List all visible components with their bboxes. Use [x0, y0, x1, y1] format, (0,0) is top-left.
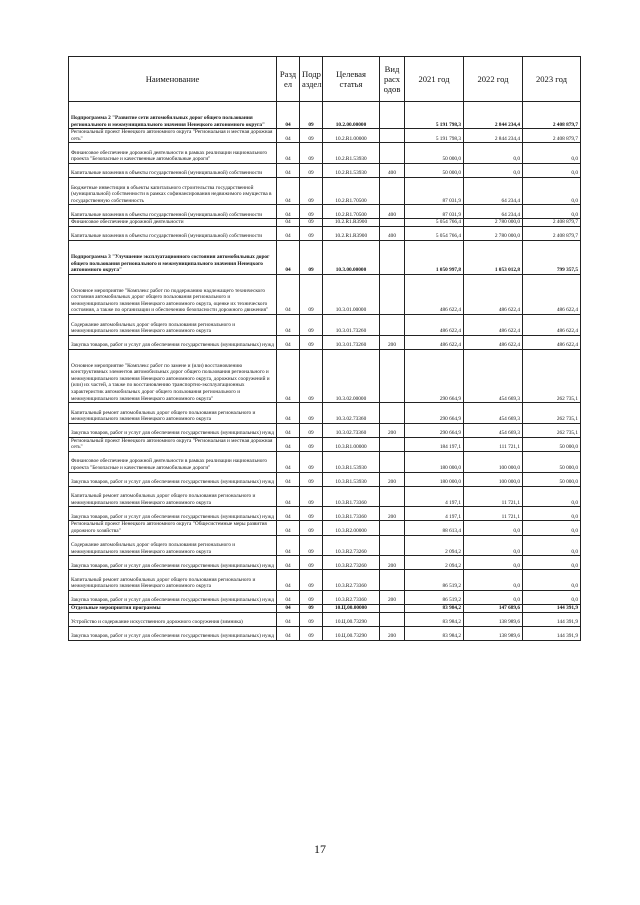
table-header-row	[69, 57, 581, 102]
row-podrazdel: 09	[300, 240, 323, 274]
table-row	[69, 205, 581, 219]
row-2022: 0,0	[464, 590, 523, 604]
row-csr: 10.3.01.73260	[323, 314, 380, 335]
header-2021: 2021 год	[405, 57, 464, 102]
row-2022: 11 721,1	[464, 507, 523, 521]
row-name: Подпрограмма 3 "Улучшение эксплуатационного состояния автомобильных дорог общего пользования регионального и межмуниципального значения Ненецкого автономного округа"	[69, 240, 277, 274]
row-name: Закупка товаров, работ и услуг для обеспечения государственных (муниципальных) нужд	[69, 335, 277, 349]
row-vr	[380, 349, 405, 402]
row-csr: 10.3.R2.73260	[323, 556, 380, 570]
row-vr: 400	[380, 226, 405, 240]
row-podrazdel: 09	[300, 178, 323, 205]
row-podrazdel: 09	[300, 205, 323, 219]
row-csr: 10.2.R1.00000	[323, 129, 380, 143]
row-csr: 10.2.R1.53930	[323, 143, 380, 164]
row-vr: 200	[380, 335, 405, 349]
row-razdel: 04	[277, 486, 300, 507]
row-csr: 10.3.02.00000	[323, 349, 380, 402]
row-podrazdel: 09	[300, 335, 323, 349]
row-2023: 0,0	[523, 178, 581, 205]
row-2022: 0,0	[464, 535, 523, 556]
row-2021: 87 031,9	[405, 205, 464, 219]
row-razdel: 04	[277, 626, 300, 640]
row-2023: 0,0	[523, 143, 581, 164]
row-vr	[380, 178, 405, 205]
row-razdel: 04	[277, 612, 300, 626]
row-2021: 86 519,2	[405, 590, 464, 604]
row-razdel: 04	[277, 437, 300, 451]
row-name: Региональный проект Ненецкого автономного округа "Общесистемные меры развития дорожного хозяйства"	[69, 521, 277, 535]
row-csr: 10.2.R1.70500	[323, 205, 380, 219]
row-vr	[380, 274, 405, 314]
table-row	[69, 437, 581, 451]
row-2023: 262 735,1	[523, 403, 581, 424]
row-vr	[380, 403, 405, 424]
row-2022: 0,0	[464, 143, 523, 164]
row-2023: 262 735,1	[523, 423, 581, 437]
header-vr: Вид расх одов	[380, 57, 405, 102]
table-body	[69, 102, 581, 641]
row-name: Закупка товаров, работ и услуг для обеспечения государственных (муниципальных) нужд	[69, 556, 277, 570]
row-2022: 454 669,3	[464, 349, 523, 402]
row-2022: 0,0	[464, 570, 523, 591]
row-2021: 5 054 766,4	[405, 226, 464, 240]
row-2022: 138 989,6	[464, 612, 523, 626]
header-razdel: Разд ел	[277, 57, 300, 102]
table-row	[69, 486, 581, 507]
table-row	[69, 163, 581, 177]
table-row	[69, 274, 581, 314]
row-podrazdel: 09	[300, 556, 323, 570]
row-razdel: 04	[277, 129, 300, 143]
row-csr: 10.3.R1.53930	[323, 472, 380, 486]
row-2023: 0,0	[523, 535, 581, 556]
row-podrazdel: 09	[300, 403, 323, 424]
row-2023: 2 408 879,7	[523, 102, 581, 129]
row-podrazdel: 09	[300, 590, 323, 604]
row-2023: 486 622,4	[523, 314, 581, 335]
row-2021: 4 197,1	[405, 486, 464, 507]
budget-table	[68, 56, 581, 641]
budget-table-page	[68, 56, 580, 641]
header-2023: 2023 год	[523, 57, 581, 102]
row-razdel: 04	[277, 556, 300, 570]
row-vr	[380, 604, 405, 612]
row-csr: 10.3.R2.73260	[323, 535, 380, 556]
row-csr: 10.3.01.73260	[323, 335, 380, 349]
row-csr: 10.2.R1.70500	[323, 178, 380, 205]
row-2021: 88 613,4	[405, 521, 464, 535]
row-podrazdel: 09	[300, 604, 323, 612]
row-csr: 10.3.01.00000	[323, 274, 380, 314]
table-row	[69, 102, 581, 129]
row-2021: 180 000,0	[405, 451, 464, 472]
row-razdel: 04	[277, 240, 300, 274]
row-2023: 2 408 879,7	[523, 219, 581, 227]
row-2023: 2 408 879,7	[523, 226, 581, 240]
row-2022: 11 721,1	[464, 486, 523, 507]
row-razdel: 04	[277, 535, 300, 556]
table-row	[69, 604, 581, 612]
row-podrazdel: 09	[300, 521, 323, 535]
row-2022: 454 669,3	[464, 403, 523, 424]
row-csr: 10.Ц.00.73290	[323, 612, 380, 626]
row-2023: 50 000,0	[523, 472, 581, 486]
row-2022: 0,0	[464, 163, 523, 177]
row-csr: 10.Ц.00.73290	[323, 626, 380, 640]
row-podrazdel: 09	[300, 570, 323, 591]
row-vr	[380, 451, 405, 472]
row-2023: 144 391,9	[523, 626, 581, 640]
row-name: Закупка товаров, работ и услуг для обеспечения государственных (муниципальных) нужд	[69, 626, 277, 640]
row-podrazdel: 09	[300, 437, 323, 451]
table-row	[69, 335, 581, 349]
row-name: Содержание автомобильных дорог общего пользования регионального и межмуниципального значения Ненецкого автономного округа	[69, 314, 277, 335]
row-razdel: 04	[277, 423, 300, 437]
row-vr	[380, 240, 405, 274]
row-2023: 0,0	[523, 205, 581, 219]
row-podrazdel: 09	[300, 535, 323, 556]
row-csr: 10.3.02.73360	[323, 403, 380, 424]
row-name: Капитальные вложения в объекты государственной (муниципальной) собственности	[69, 163, 277, 177]
row-2021: 50 000,0	[405, 143, 464, 164]
row-razdel: 04	[277, 349, 300, 402]
row-vr	[380, 486, 405, 507]
row-2023: 50 000,0	[523, 451, 581, 472]
row-2022: 100 000,0	[464, 451, 523, 472]
row-podrazdel: 09	[300, 314, 323, 335]
row-2021: 5 191 798,3	[405, 102, 464, 129]
row-2022: 2 844 234,4	[464, 129, 523, 143]
row-2022: 2 844 234,4	[464, 102, 523, 129]
row-podrazdel: 09	[300, 612, 323, 626]
row-2023: 262 735,1	[523, 349, 581, 402]
row-vr	[380, 219, 405, 227]
row-2023: 0,0	[523, 521, 581, 535]
row-2023: 50 000,0	[523, 437, 581, 451]
row-name: Основное мероприятие "Комплекс работ по поддержанию надлежащего технического состояния автомобильных дорог общего пользования регионального и межмуниципального значения Ненецкого автономного округа, оценке их технического состояния, а также по организации и обеспечению безопасности дорожного движения"	[69, 274, 277, 314]
row-vr	[380, 570, 405, 591]
row-razdel: 04	[277, 570, 300, 591]
row-podrazdel: 09	[300, 486, 323, 507]
table-row	[69, 521, 581, 535]
row-razdel: 04	[277, 403, 300, 424]
row-podrazdel: 09	[300, 143, 323, 164]
row-csr: 10.3.R1.73360	[323, 507, 380, 521]
table-row	[69, 143, 581, 164]
row-razdel: 04	[277, 219, 300, 227]
table-row	[69, 349, 581, 402]
row-csr: 10.3.R2.73360	[323, 570, 380, 591]
row-2022: 0,0	[464, 521, 523, 535]
row-2021: 87 031,9	[405, 178, 464, 205]
row-name: Капитальный ремонт автомобильных дорог общего пользования регионального и межмуниципального значения Ненецкого автономного округа	[69, 570, 277, 591]
row-name: Закупка товаров, работ и услуг для обеспечения государственных (муниципальных) нужд	[69, 472, 277, 486]
row-razdel: 04	[277, 521, 300, 535]
row-2023: 0,0	[523, 507, 581, 521]
row-name: Региональный проект Ненецкого автономного округа "Региональная и местная дорожная сеть"	[69, 129, 277, 143]
row-vr	[380, 129, 405, 143]
row-podrazdel: 09	[300, 626, 323, 640]
row-2023: 144 391,9	[523, 604, 581, 612]
row-razdel: 04	[277, 102, 300, 129]
row-vr: 200	[380, 590, 405, 604]
row-name: Капитальные вложения в объекты государственной (муниципальной) собственности	[69, 205, 277, 219]
row-csr: 10.3.R2.73360	[323, 590, 380, 604]
row-name: Отдельные мероприятия программы	[69, 604, 277, 612]
row-2022: 486 622,4	[464, 314, 523, 335]
row-name: Бюджетные инвестиции в объекты капитального строительства государственной (муниципальной) собственности в рамках софинансирования недвижимого имущества в государственную собственность	[69, 178, 277, 205]
header-2022: 2022 год	[464, 57, 523, 102]
header-csr: Целевая статья	[323, 57, 380, 102]
row-podrazdel: 09	[300, 102, 323, 129]
row-podrazdel: 09	[300, 226, 323, 240]
row-2021: 486 622,4	[405, 274, 464, 314]
row-razdel: 04	[277, 205, 300, 219]
table-row	[69, 507, 581, 521]
row-2023: 0,0	[523, 590, 581, 604]
table-row	[69, 626, 581, 640]
row-csr: 10.3.R1.53930	[323, 451, 380, 472]
row-vr	[380, 437, 405, 451]
row-2022: 2 780 000,0	[464, 219, 523, 227]
table-row	[69, 226, 581, 240]
row-2021: 5 054 766,4	[405, 219, 464, 227]
row-razdel: 04	[277, 178, 300, 205]
row-vr	[380, 535, 405, 556]
row-csr: 10.Ц.00.00000	[323, 604, 380, 612]
row-name: Основное мероприятие "Комплекс работ по замене и (или) восстановлению конструктивных элементов автомобильных дорог общего пользования регионального и межмуниципального значения Ненецкого автономного округа, дорожных сооружений и (или) их частей, а также по восстановлению транспортно-эксплуатационных характеристик автомобильных дорог общего пользования регионального и межмуниципального значения Ненецкого автономного округа"	[69, 349, 277, 402]
row-2023: 0,0	[523, 486, 581, 507]
row-2022: 1 053 012,8	[464, 240, 523, 274]
row-razdel: 04	[277, 163, 300, 177]
row-razdel: 04	[277, 274, 300, 314]
row-name: Финансовое обеспечение дорожной деятельности в рамках реализации национального проекта "Безопасные и качественные автомобильные дороги"	[69, 143, 277, 164]
row-2022: 486 622,4	[464, 335, 523, 349]
table-row	[69, 535, 581, 556]
row-2022: 0,0	[464, 556, 523, 570]
row-2023: 0,0	[523, 163, 581, 177]
row-name: Закупка товаров, работ и услуг для обеспечения государственных (муниципальных) нужд	[69, 507, 277, 521]
row-vr: 400	[380, 205, 405, 219]
table-row	[69, 556, 581, 570]
row-2021: 290 664,9	[405, 403, 464, 424]
row-2021: 83 984,2	[405, 612, 464, 626]
row-2021: 2 094,2	[405, 535, 464, 556]
row-podrazdel: 09	[300, 163, 323, 177]
row-2021: 2 094,2	[405, 556, 464, 570]
row-2022: 64 234,4	[464, 178, 523, 205]
row-2022: 486 622,4	[464, 274, 523, 314]
table-row	[69, 612, 581, 626]
table-row	[69, 219, 581, 227]
row-podrazdel: 09	[300, 349, 323, 402]
row-2022: 64 234,4	[464, 205, 523, 219]
row-podrazdel: 09	[300, 219, 323, 227]
row-name: Финансовое обеспечение дорожной деятельности в рамках реализации национального проекта "Безопасные и качественные автомобильные дороги"	[69, 451, 277, 472]
row-name: Капитальный ремонт автомобильных дорог общего пользования регионального и межмуниципального значения Ненецкого автономного округа	[69, 403, 277, 424]
row-2022: 111 721,1	[464, 437, 523, 451]
row-2021: 1 050 997,8	[405, 240, 464, 274]
row-2021: 290 664,9	[405, 423, 464, 437]
row-2023: 144 391,9	[523, 612, 581, 626]
row-vr: 200	[380, 423, 405, 437]
row-podrazdel: 09	[300, 129, 323, 143]
row-vr	[380, 102, 405, 129]
row-2023: 0,0	[523, 556, 581, 570]
row-razdel: 04	[277, 314, 300, 335]
row-podrazdel: 09	[300, 423, 323, 437]
row-razdel: 04	[277, 143, 300, 164]
row-2023: 0,0	[523, 570, 581, 591]
header-podrazdel: Подр аздел	[300, 57, 323, 102]
row-csr: 10.2.R1.53930	[323, 163, 380, 177]
row-2021: 184 197,1	[405, 437, 464, 451]
row-name: Финансовое обеспечение дорожной деятельности	[69, 219, 277, 227]
table-row	[69, 451, 581, 472]
row-2021: 5 191 798,3	[405, 129, 464, 143]
row-name: Региональный проект Ненецкого автономного округа "Региональная и местная дорожная сеть"	[69, 437, 277, 451]
row-2023: 486 622,4	[523, 335, 581, 349]
row-2021: 86 519,2	[405, 570, 464, 591]
row-2021: 486 622,4	[405, 335, 464, 349]
table-row	[69, 590, 581, 604]
row-razdel: 04	[277, 472, 300, 486]
row-2021: 486 622,4	[405, 314, 464, 335]
row-csr: 10.2.00.00000	[323, 102, 380, 129]
row-csr: 10.3.R1.00000	[323, 437, 380, 451]
row-vr: 400	[380, 163, 405, 177]
row-2022: 147 689,6	[464, 604, 523, 612]
table-row	[69, 423, 581, 437]
table-row	[69, 129, 581, 143]
row-name: Подпрограмма 2 "Развитие сети автомобильных дорог общего пользования регионального и межмуниципального значения Ненецкого автономного округа"	[69, 102, 277, 129]
row-vr	[380, 521, 405, 535]
table-row	[69, 472, 581, 486]
row-razdel: 04	[277, 335, 300, 349]
row-2021: 290 664,9	[405, 349, 464, 402]
row-name: Закупка товаров, работ и услуг для обеспечения государственных (муниципальных) нужд	[69, 590, 277, 604]
row-razdel: 04	[277, 507, 300, 521]
row-csr: 10.2.R1.R3900	[323, 219, 380, 227]
row-2023: 799 357,5	[523, 240, 581, 274]
row-razdel: 04	[277, 226, 300, 240]
table-row	[69, 178, 581, 205]
row-2021: 180 000,0	[405, 472, 464, 486]
row-razdel: 04	[277, 604, 300, 612]
table-row	[69, 240, 581, 274]
row-podrazdel: 09	[300, 451, 323, 472]
row-2021: 83 984,2	[405, 626, 464, 640]
row-podrazdel: 09	[300, 274, 323, 314]
row-podrazdel: 09	[300, 472, 323, 486]
row-2022: 138 989,6	[464, 626, 523, 640]
row-razdel: 04	[277, 590, 300, 604]
row-razdel: 04	[277, 451, 300, 472]
row-vr	[380, 314, 405, 335]
row-name: Устройство и содержание искусственного дорожного сооружения (зимника)	[69, 612, 277, 626]
row-podrazdel: 09	[300, 507, 323, 521]
row-csr: 10.2.R1.R3900	[323, 226, 380, 240]
header-name: Наименование	[69, 57, 277, 102]
row-name: Капитальные вложения в объекты государственной (муниципальной) собственности	[69, 226, 277, 240]
row-name: Капитальный ремонт автомобильных дорог общего пользования регионального и межмуниципального значения Ненецкого автономного округа	[69, 486, 277, 507]
table-row	[69, 403, 581, 424]
row-name: Закупка товаров, работ и услуг для обеспечения государственных (муниципальных) нужд	[69, 423, 277, 437]
row-2021: 83 984,2	[405, 604, 464, 612]
table-row	[69, 570, 581, 591]
row-csr: 10.3.R2.00000	[323, 521, 380, 535]
row-2022: 454 669,3	[464, 423, 523, 437]
row-2021: 4 197,1	[405, 507, 464, 521]
row-name: Содержание автомобильных дорог общего пользования регионального и межмуниципального значения Ненецкого автономного округа	[69, 535, 277, 556]
page-number: 17	[314, 842, 326, 856]
row-vr	[380, 143, 405, 164]
row-vr: 200	[380, 472, 405, 486]
table-row	[69, 314, 581, 335]
row-2022: 100 000,0	[464, 472, 523, 486]
row-csr: 10.3.02.73360	[323, 423, 380, 437]
row-vr: 200	[380, 556, 405, 570]
row-vr: 200	[380, 626, 405, 640]
row-csr: 10.3.00.00000	[323, 240, 380, 274]
row-vr: 200	[380, 507, 405, 521]
row-2023: 2 408 879,7	[523, 129, 581, 143]
row-csr: 10.3.R1.73360	[323, 486, 380, 507]
row-2023: 486 622,4	[523, 274, 581, 314]
row-2022: 2 780 000,0	[464, 226, 523, 240]
row-2021: 50 000,0	[405, 163, 464, 177]
row-vr	[380, 612, 405, 626]
